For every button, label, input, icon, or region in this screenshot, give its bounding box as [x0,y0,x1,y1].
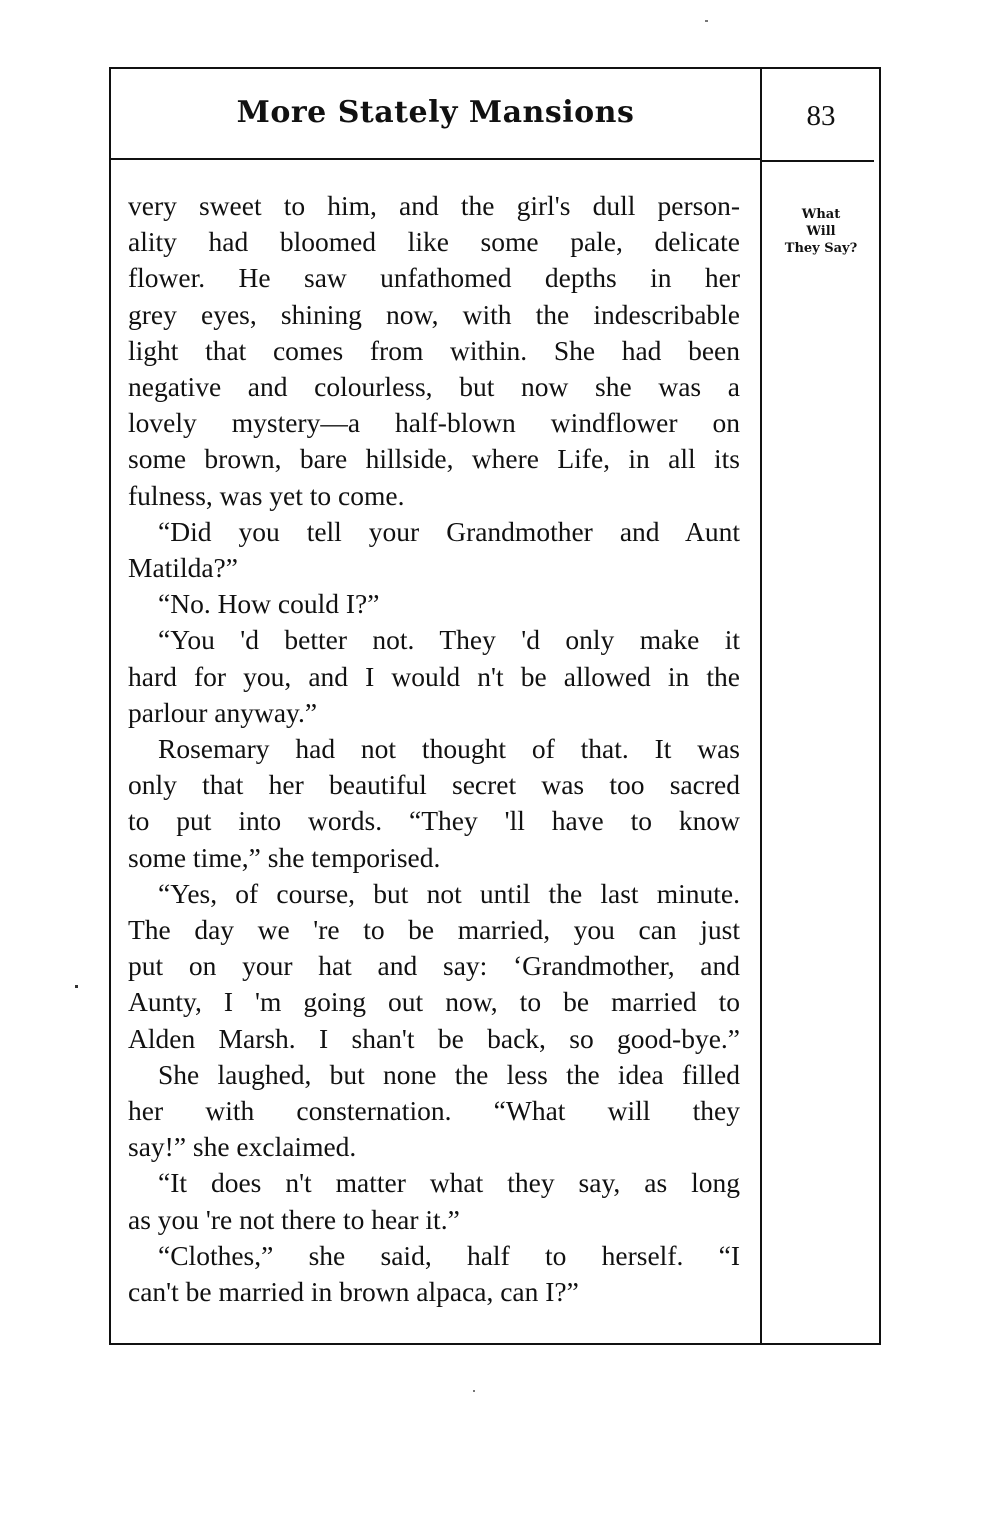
text-line: “No. How could I?” [158,588,380,620]
text-line: some brown, bare hillside, where Life, in all its [128,443,740,475]
text-line: some time,” she temporised. [128,841,441,873]
text-line: Alden Marsh. I shan't be back, so good-bye.” [128,1022,740,1054]
sidenote-line: What [801,207,841,222]
scan-speck [75,985,78,988]
text-line: say!” she exclaimed. [128,1131,357,1163]
running-head-title: More Stately Mansions [236,95,635,130]
text-line: to put into words. “They 'll have to know [128,805,740,837]
text-line: Aunty, I 'm going out now, to be married to [128,986,740,1018]
text-line: hard for you, and I would n't be allowed in the [128,660,740,692]
text-line: She laughed, but none the less the idea filled [158,1058,740,1090]
text-line: “It does n't matter what they say, as long [158,1167,740,1199]
text-line: “Clothes,” she said, half to herself. “I [158,1239,740,1271]
margin-sidenote [764,206,878,257]
text-line: ality had bloomed like some pale, delicate [128,226,740,258]
text-line: “Yes, of course, but not until the last minute. [158,877,740,909]
text-line: The day we 're to be married, you can just [128,914,740,946]
text-line: light that comes from within. She had been [128,334,740,366]
text-line: parlour anyway.” [128,696,318,728]
margin-header-rule [762,160,874,162]
text-line: fulness, was yet to come. [128,479,405,511]
text-line: lovely mystery—a half-blown windflower on [128,407,740,439]
text-line: put on your hat and say: ‘Grandmother, and [128,950,740,982]
margin-divider [760,67,762,1345]
text-line: flower. He saw unfathomed depths in her [128,262,740,294]
text-line: negative and colourless, but now she was a [128,371,740,403]
page-number: 83 [806,100,836,132]
scan-speck [473,1390,475,1392]
sidenote-line: Will [806,224,836,239]
text-line: very sweet to him, and the girl's dull person- [128,190,740,221]
text-line: grey eyes, shining now, with the indescribable [128,298,740,330]
text-line: as you 're not there to hear it.” [128,1203,460,1235]
text-line: her with consternation. “What will they [128,1095,740,1127]
sidenote-line: They Say? [784,241,858,256]
body-text [128,188,740,1310]
text-line: Rosemary had not thought of that. It was [158,733,740,765]
text-line: “Did you tell your Grandmother and Aunt [158,515,740,547]
scan-speck [705,20,708,22]
text-line: only that her beautiful secret was too sacred [128,769,740,801]
header-rule [109,158,762,160]
text-line: can't be married in brown alpaca, can I?” [128,1276,579,1308]
text-line: “You 'd better not. They 'd only make it [158,624,740,656]
text-line: Matilda?” [128,552,238,584]
